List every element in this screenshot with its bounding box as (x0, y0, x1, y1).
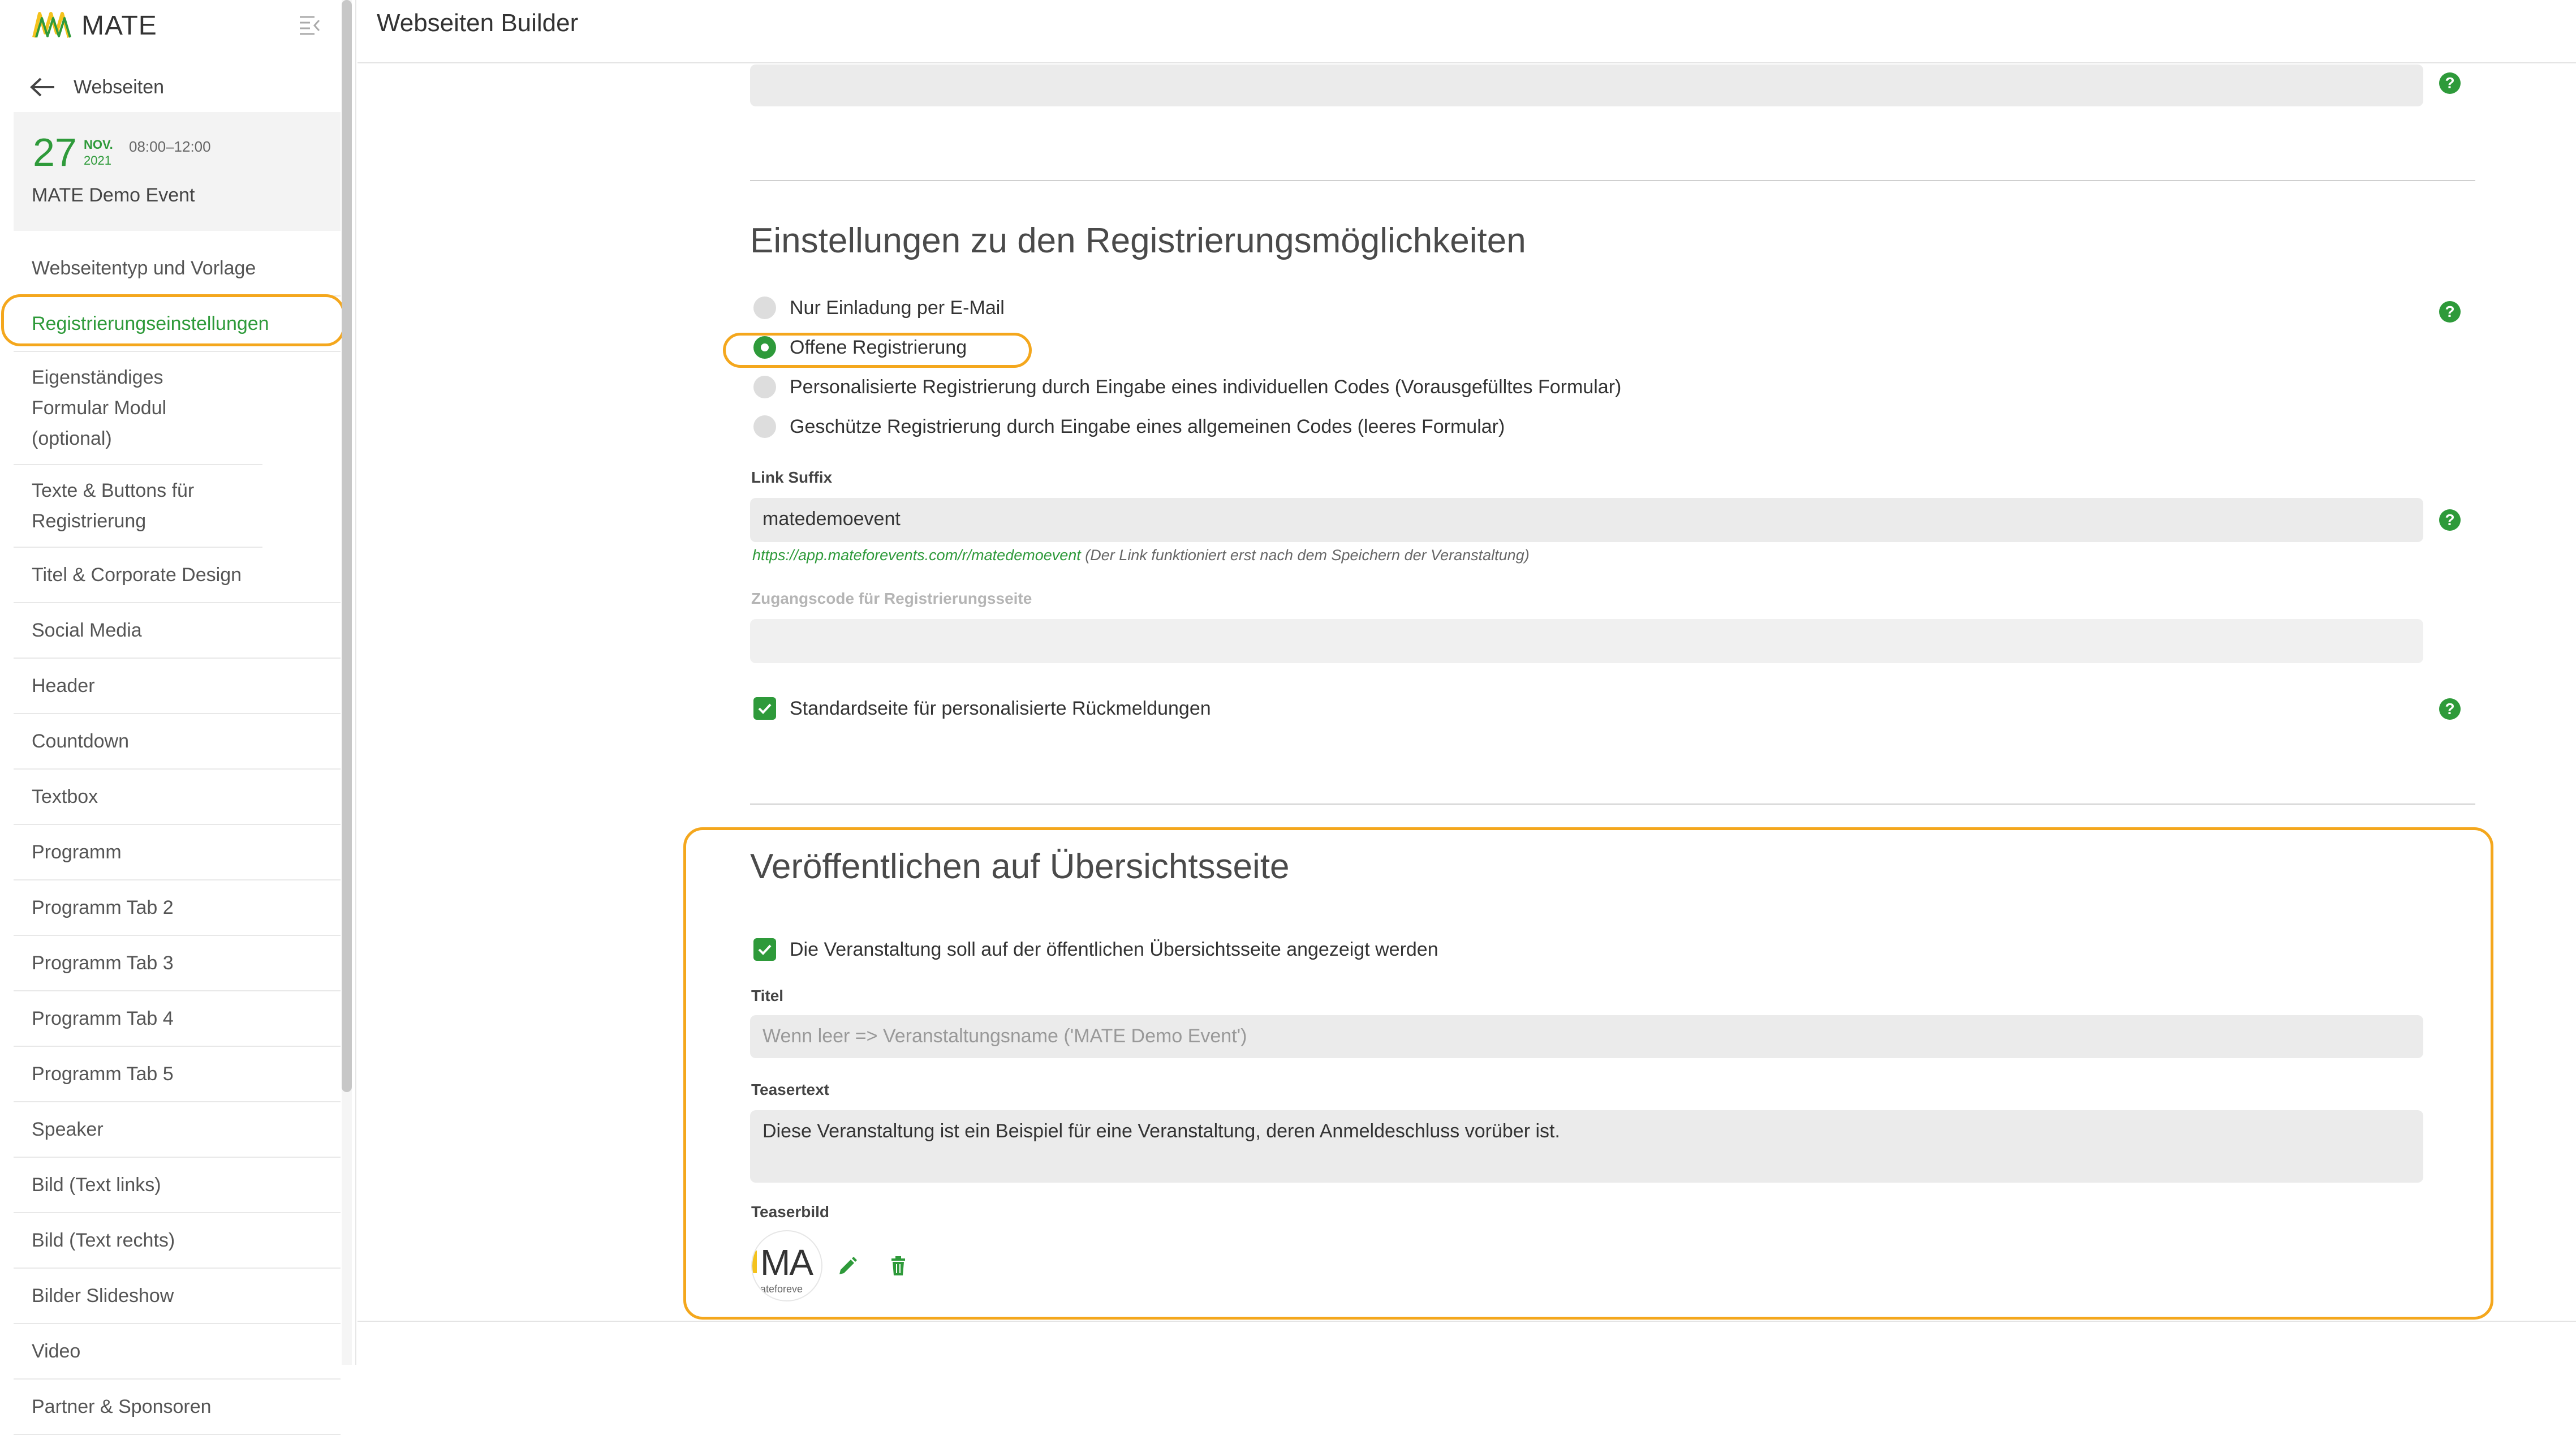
radio-geschuetzte-registrierung[interactable] (753, 415, 1505, 438)
section-divider (750, 180, 2475, 181)
help-icon[interactable]: ? (2439, 301, 2461, 323)
link-note-text: (Der Link funktioniert erst nach dem Speichern der Veranstaltung) (1080, 547, 1530, 564)
sidebar-item-formular-modul[interactable]: Eigenständiges Formular Modul (optional) (14, 352, 262, 465)
radio-button[interactable] (753, 415, 776, 438)
sidebar-item-video[interactable]: Video (14, 1324, 341, 1380)
sidebar-item-programm-tab-5[interactable]: Programm Tab 5 (14, 1047, 341, 1102)
previous-field-input[interactable] (750, 65, 2423, 106)
mate-logo-icon (32, 8, 72, 43)
sidebar-item-bilder-slideshow[interactable]: Bilder Slideshow (14, 1269, 341, 1324)
page-title: Webseiten Builder (377, 9, 579, 37)
back-to-websites[interactable] (29, 72, 164, 102)
radio-label: Offene Registrierung (790, 336, 967, 358)
teaser-logo-subtext: ateforeve (760, 1283, 803, 1295)
checkbox-label: Standardseite für personalisierte Rückmeldungen (790, 697, 1211, 719)
sidebar-item-countdown[interactable]: Countdown (14, 714, 341, 770)
arrow-left-icon (29, 77, 55, 97)
sidebar-item-corporate-design[interactable]: Titel & Corporate Design (14, 548, 341, 603)
check-icon (753, 697, 776, 720)
teaser-image-label: Teaserbild (751, 1203, 829, 1221)
sidebar (0, 0, 356, 1417)
sidebar-item-registrierungseinstellungen[interactable]: Registrierungseinstellungen (14, 297, 341, 352)
radio-label: Nur Einladung per E-Mail (790, 297, 1005, 319)
sidebar-item-texte-buttons[interactable]: Texte & Buttons für Registrierung (14, 465, 262, 548)
default-page-checkbox-row[interactable] (753, 697, 1211, 720)
checkbox-checked[interactable] (753, 697, 776, 720)
sidebar-item-programm-tab-3[interactable]: Programm Tab 3 (14, 936, 341, 991)
sidebar-item-header[interactable]: Header (14, 659, 341, 714)
radio-label: Personalisierte Registrierung durch Eingabe eines individuellen Codes (Vorausgefülltes Formular) (790, 376, 1622, 398)
event-year: 2021 (84, 153, 111, 167)
event-time: 08:00–12:00 (129, 138, 211, 155)
app-logo[interactable] (32, 8, 157, 43)
back-label: Webseiten (74, 76, 165, 98)
event-day: 27 (33, 130, 77, 174)
event-card (14, 112, 341, 231)
help-icon[interactable]: ? (2439, 509, 2461, 531)
radio-button[interactable] (753, 297, 776, 319)
radio-personalisierte-registrierung[interactable] (753, 376, 1621, 398)
top-bar (357, 0, 2576, 63)
sidebar-item-programm-tab-2[interactable]: Programm Tab 2 (14, 880, 341, 936)
link-suffix-label: Link Suffix (751, 469, 833, 486)
content-bottom-border (357, 1321, 2576, 1322)
sidebar-nav (14, 241, 341, 1435)
registration-settings-heading: Einstellungen zu den Registrierungsmöglichkeiten (750, 221, 1526, 260)
radio-button[interactable] (753, 376, 776, 398)
publish-heading: Veröffentlichen auf Übersichtsseite (750, 847, 1290, 886)
link-note (752, 547, 1530, 564)
section-divider (750, 804, 2475, 805)
collapse-sidebar-icon[interactable] (298, 12, 321, 36)
registration-link[interactable]: https://app.mateforevents.com/r/matedemoevent (752, 547, 1081, 564)
help-icon[interactable]: ? (2439, 698, 2461, 720)
help-icon[interactable]: ? (2439, 72, 2461, 94)
radio-nur-einladung[interactable] (753, 297, 1005, 319)
sidebar-scrollbar[interactable] (342, 0, 352, 1092)
access-code-input[interactable] (750, 619, 2423, 663)
sidebar-item-partner-sponsoren[interactable]: Partner & Sponsoren (14, 1380, 341, 1435)
sidebar-item-bild-text-links[interactable]: Bild (Text links) (14, 1158, 341, 1213)
event-name: MATE Demo Event (32, 184, 195, 206)
title-label: Titel (751, 987, 784, 1004)
checkbox-label: Die Veranstaltung soll auf der öffentlichen Übersichtsseite angezeigt werden (790, 938, 1438, 960)
sidebar-item-programm-tab-4[interactable]: Programm Tab 4 (14, 991, 341, 1047)
radio-label: Geschütze Registrierung durch Eingabe eines allgemeinen Codes (leeres Formular) (790, 415, 1505, 437)
title-placeholder: Wenn leer => Veranstaltungsname ('MATE Demo Event') (763, 1025, 1247, 1047)
teaser-logo-text: MA (760, 1242, 812, 1283)
app-name: MATE (81, 10, 157, 41)
publish-section-highlight-annotation (683, 827, 2493, 1320)
event-month: NOV. (84, 138, 113, 152)
access-code-label: Zugangscode für Registrierungsseite (751, 590, 1032, 607)
sidebar-item-textbox[interactable]: Textbox (14, 770, 341, 825)
sidebar-item-webseitentyp[interactable]: Webseitentyp und Vorlage (14, 241, 341, 297)
link-suffix-input[interactable] (750, 498, 2423, 542)
sidebar-item-speaker[interactable]: Speaker (14, 1102, 341, 1158)
sidebar-item-bild-text-rechts[interactable]: Bild (Text rechts) (14, 1213, 341, 1269)
radio-highlight-annotation (723, 333, 1032, 368)
teaser-text-value: Diese Veranstaltung ist ein Beispiel für eine Veranstaltung, deren Anmeldeschluss vorüber ist. (763, 1120, 1560, 1142)
link-suffix-value: matedemoevent (763, 508, 901, 530)
teaser-text-label: Teasertext (751, 1081, 830, 1098)
sidebar-item-programm[interactable]: Programm (14, 825, 341, 880)
sidebar-item-social-media[interactable]: Social Media (14, 603, 341, 659)
